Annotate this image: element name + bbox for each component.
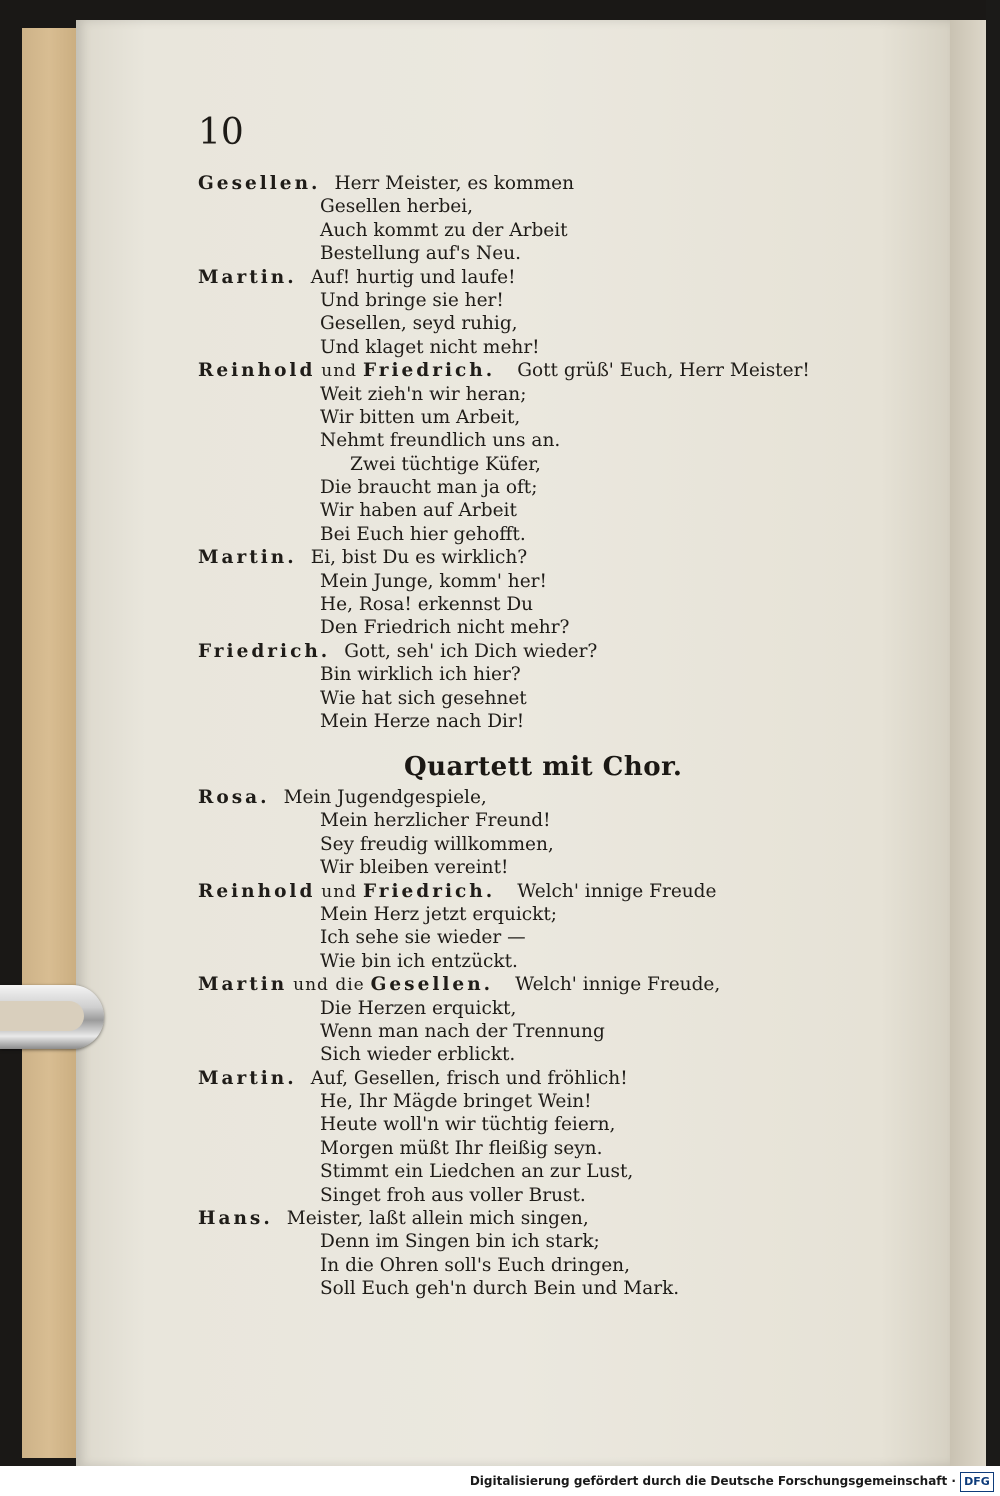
text-line: Mein Junge, komm' her! bbox=[320, 570, 547, 592]
text-line: Denn im Singen bin ich stark; bbox=[320, 1231, 600, 1253]
text-line: Den Friedrich nicht mehr? bbox=[320, 617, 570, 639]
text-line: Soll Euch geh'n durch Bein und Mark. bbox=[320, 1278, 680, 1300]
text-line: Gesellen herbei, bbox=[320, 196, 474, 218]
text-line: Heute woll'n wir tüchtig feiern, bbox=[320, 1114, 616, 1136]
text-line bbox=[198, 640, 838, 663]
speaker-name: Reinhold bbox=[198, 360, 316, 382]
dfg-logo-icon: DFG bbox=[960, 1472, 994, 1492]
speaker-name: Gesellen. bbox=[198, 173, 321, 194]
line-text: Mein Jugendgespiele, bbox=[283, 787, 487, 808]
speaker-conjunction: und bbox=[321, 881, 358, 902]
line-text: Ei, bist Du es wirklich? bbox=[310, 547, 528, 569]
speaker-name: Friedrich. bbox=[198, 640, 331, 662]
speaker-name: Gesellen. bbox=[370, 974, 494, 996]
text-line: Wie hat sich gesehnet bbox=[320, 687, 527, 709]
text-line: Singet froh aus voller Brust. bbox=[320, 1184, 586, 1206]
speaker-name: Martin bbox=[198, 974, 288, 996]
speaker-name: Martin. bbox=[198, 1067, 297, 1089]
line-text: Gott, seh' ich Dich wieder? bbox=[344, 640, 598, 662]
text-line: Stimmt ein Liedchen an zur Lust, bbox=[320, 1161, 634, 1183]
speaker-conjunction: und bbox=[321, 361, 358, 382]
text-line bbox=[198, 1067, 838, 1090]
text-line: Mein herzlicher Freund! bbox=[320, 810, 551, 832]
text-line: Gesellen, seyd ruhig, bbox=[320, 313, 518, 335]
text-line bbox=[198, 172, 838, 195]
text-line: He, Rosa! erkennst Du bbox=[320, 594, 534, 616]
text-line: Auch kommt zu der Arbeit bbox=[320, 219, 568, 241]
text-line bbox=[198, 880, 838, 903]
text-line: Die Herzen erquickt, bbox=[320, 997, 517, 1019]
libretto-text-quartett bbox=[198, 786, 838, 1301]
text-line: Sey freudig willkommen, bbox=[320, 833, 554, 855]
line-text: Meister, laßt allein mich singen, bbox=[286, 1208, 589, 1230]
book-cover-edge bbox=[22, 28, 82, 1458]
text-line: Die braucht man ja oft; bbox=[320, 477, 538, 499]
text-line: Zwei tüchtige Küfer, bbox=[350, 453, 541, 475]
text-line: Weit zieh'n wir heran; bbox=[320, 383, 527, 405]
text-line bbox=[198, 266, 838, 289]
text-line: Ich sehe sie wieder — bbox=[320, 927, 526, 949]
text-line: In die Ohren soll's Euch dringen, bbox=[320, 1254, 630, 1276]
text-line: Und klaget nicht mehr! bbox=[320, 336, 540, 358]
text-line: He, Ihr Mägde bringet Wein! bbox=[320, 1091, 592, 1113]
speaker-name: Reinhold bbox=[198, 880, 316, 902]
line-text: Auf, Gesellen, frisch und fröhlich! bbox=[310, 1067, 628, 1089]
speaker-name: Martin. bbox=[198, 547, 297, 569]
text-line: Wir haben auf Arbeit bbox=[320, 500, 517, 522]
text-line bbox=[198, 973, 838, 996]
text-line: Bestellung auf's Neu. bbox=[320, 243, 521, 265]
speaker-name: Friedrich. bbox=[362, 880, 496, 902]
text-line bbox=[198, 786, 838, 809]
text-line: Mein Herz jetzt erquickt; bbox=[320, 903, 558, 925]
speaker-name: Martin. bbox=[198, 266, 297, 288]
text-line bbox=[198, 546, 838, 569]
line-text: Welch' innige Freude, bbox=[515, 974, 721, 996]
line-text: Gott grüß' Euch, Herr Meister! bbox=[517, 360, 810, 382]
paper-clip bbox=[0, 985, 112, 1051]
line-text: Herr Meister, es kommen bbox=[334, 173, 575, 194]
text-line: Und bringe sie her! bbox=[320, 289, 504, 311]
footer-bar bbox=[0, 1466, 1000, 1496]
text-line: Wenn man nach der Trennung bbox=[320, 1020, 605, 1042]
speaker-name: Friedrich. bbox=[362, 360, 496, 382]
text-line: Bei Euch hier gehofft. bbox=[320, 523, 526, 545]
section-heading: Quartett mit Chor. bbox=[404, 752, 683, 782]
line-text: Welch' innige Freude bbox=[517, 880, 717, 902]
text-line: Nehmt freundlich uns an. bbox=[320, 430, 561, 452]
speaker-name: Hans. bbox=[198, 1208, 273, 1230]
footer-credit: Digitalisierung gefördert durch die Deutsche Forschungsgemeinschaft · bbox=[469, 1474, 956, 1488]
line-text: Auf! hurtig und laufe! bbox=[310, 266, 516, 288]
text-line: Morgen müßt Ihr fleißig seyn. bbox=[320, 1137, 603, 1159]
text-line: Wir bitten um Arbeit, bbox=[320, 406, 521, 428]
scan-border-right bbox=[986, 0, 1000, 1466]
text-line bbox=[198, 359, 838, 382]
text-line: Sich wieder erblickt. bbox=[320, 1044, 516, 1066]
libretto-text bbox=[198, 172, 838, 733]
text-line: Bin wirklich ich hier? bbox=[320, 664, 521, 686]
text-line: Wie bin ich entzückt. bbox=[320, 950, 518, 972]
next-page-edge bbox=[950, 20, 986, 1466]
paper-clip-gap bbox=[0, 1001, 84, 1031]
text-line bbox=[198, 1207, 838, 1230]
text-line: Mein Herze nach Dir! bbox=[320, 710, 525, 732]
speaker-conjunction: und die bbox=[293, 975, 365, 996]
text-line: Wir bleiben vereint! bbox=[320, 857, 509, 879]
page-number: 10 bbox=[198, 112, 244, 153]
speaker-name: Rosa. bbox=[198, 787, 270, 808]
